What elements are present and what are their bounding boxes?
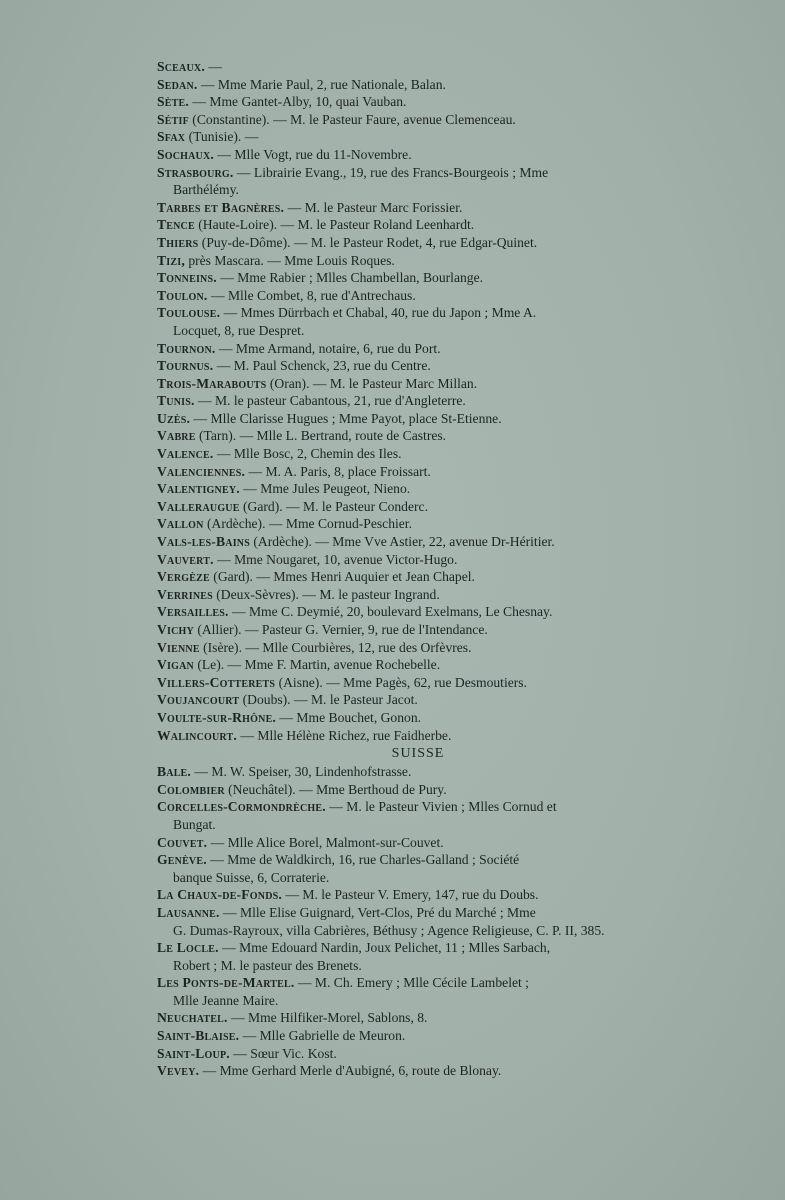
directory-entry bbox=[157, 269, 679, 287]
directory-entry bbox=[157, 886, 679, 904]
entry-place: Voujancourt bbox=[157, 692, 240, 708]
entry-place: Toulouse. bbox=[157, 305, 221, 321]
directory-entry bbox=[157, 515, 679, 533]
entry-text: — Mme Edouard Nardin, Joux Pelichet, 11 ; Mlles Sarbach, bbox=[218, 940, 551, 956]
directory-entry bbox=[157, 621, 679, 639]
entry-place: Strasbourg. bbox=[157, 164, 234, 180]
entry-text: (Gard). — Mmes Henri Auquier et Jean Chapel. bbox=[209, 569, 475, 585]
entry-place: Trois-Marabouts bbox=[157, 375, 267, 391]
entry-text: — Mme Gerhard Merle d'Aubigné, 6, route de Blonay. bbox=[199, 1063, 502, 1079]
entry-continuation: Mlle Jeanne Maire. bbox=[173, 992, 279, 1008]
directory-entry bbox=[157, 1062, 679, 1080]
entry-text: (Allier). — Pasteur G. Vernier, 9, rue de l'Intendance. bbox=[193, 622, 488, 637]
entry-text: (Le). — Mme F. Martin, avenue Rochebelle. bbox=[193, 657, 441, 673]
directory-entry bbox=[157, 128, 679, 146]
entry-text: — Mme Marie Paul, 2, rue Nationale, Balan. bbox=[197, 76, 446, 92]
directory-entry bbox=[157, 1027, 679, 1045]
directory-entry bbox=[157, 111, 679, 129]
entry-place: Toulon. bbox=[157, 287, 208, 303]
directory-entry bbox=[157, 904, 679, 939]
entry-place: Tournon. bbox=[157, 340, 216, 356]
entry-text: — Mlle Gabrielle de Meuron. bbox=[239, 1028, 406, 1044]
entry-text: — Mme Jules Peugeot, Nieno. bbox=[239, 481, 411, 497]
directory-entry bbox=[157, 974, 679, 1009]
directory-entry bbox=[157, 586, 679, 604]
entry-text: — Mlle Vogt, rue du 11-Novembre. bbox=[214, 146, 412, 162]
entry-text: (Oran). — M. le Pasteur Marc Millan. bbox=[266, 375, 478, 391]
directory-entry bbox=[157, 357, 679, 375]
entry-continuation: Locquet, 8, rue Despret. bbox=[173, 322, 305, 338]
directory-entry bbox=[157, 445, 679, 463]
entry-text: (Doubs). — M. le Pasteur Jacot. bbox=[239, 692, 418, 708]
entry-continuation: banque Suisse, 6, Corraterie. bbox=[173, 869, 330, 885]
directory-list bbox=[157, 58, 679, 1080]
directory-entry bbox=[157, 674, 679, 692]
entry-text: — M. le Pasteur Vivien ; Mlles Cornud et bbox=[325, 799, 557, 815]
directory-entry bbox=[157, 463, 679, 481]
directory-entry bbox=[157, 798, 679, 833]
entry-text: — Mme C. Deymié, 20, boulevard Exelmans, Le Chesnay. bbox=[228, 604, 553, 620]
directory-entry bbox=[157, 781, 679, 799]
entry-text: — bbox=[204, 59, 222, 74]
directory-entry bbox=[157, 427, 679, 445]
entry-place: Vienne bbox=[157, 639, 200, 655]
entry-place: Les Ponts-de-Martel. bbox=[157, 975, 295, 991]
entry-text: — Mlle Combet, 8, rue d'Antrechaus. bbox=[207, 287, 416, 303]
entry-place: La Chaux-de-Fonds. bbox=[157, 887, 282, 903]
entry-place: Vergèze bbox=[157, 569, 210, 585]
directory-entry bbox=[157, 252, 679, 270]
entry-text: près Mascara. — Mme Louis Roques. bbox=[184, 252, 395, 268]
entry-place: Tunis. bbox=[157, 393, 195, 409]
entry-continuation: Barthélémy. bbox=[173, 182, 239, 198]
entry-place: Bale. bbox=[157, 764, 192, 780]
entry-text: — M. A. Paris, 8, place Froissart. bbox=[245, 463, 431, 479]
section-title-suisse: SUISSE bbox=[391, 746, 445, 762]
directory-entry bbox=[157, 93, 679, 111]
directory-entry bbox=[157, 58, 679, 76]
entry-place: Tarbes et Bagnères. bbox=[157, 199, 285, 215]
entry-place: Sétif bbox=[157, 111, 189, 127]
entry-place: Sète. bbox=[157, 94, 189, 110]
entry-place: Vauvert. bbox=[157, 551, 214, 567]
directory-entry bbox=[157, 551, 679, 569]
entry-place: Uzès. bbox=[157, 410, 191, 426]
suisse-entries bbox=[157, 763, 679, 1080]
entry-text: (Gard). — M. le Pasteur Conderc. bbox=[239, 498, 428, 514]
entry-text: (Ardèche). — Mme Cornud-Peschier. bbox=[203, 516, 412, 532]
entry-text: — Mlle Bosc, 2, Chemin des Iles. bbox=[213, 446, 402, 462]
entry-text: — Mme Hilfiker-Morel, Sablons, 8. bbox=[227, 1010, 428, 1026]
entry-place: Neuchatel. bbox=[157, 1010, 228, 1026]
directory-entry bbox=[157, 304, 679, 339]
directory-entry bbox=[157, 709, 679, 727]
directory-entry bbox=[157, 691, 679, 709]
directory-entry bbox=[157, 939, 679, 974]
entry-text: (Aisne). — Mme Pagès, 62, rue Desmoutiers. bbox=[275, 674, 527, 690]
entry-place: Valleraugue bbox=[157, 498, 240, 514]
directory-entry bbox=[157, 568, 679, 586]
entry-place: Le Locle. bbox=[157, 940, 219, 956]
directory-entry bbox=[157, 392, 679, 410]
entry-text: (Neuchâtel). — Mme Berthoud de Pury. bbox=[224, 781, 447, 797]
entry-text: (Puy-de-Dôme). — M. le Pasteur Rodet, 4, rue Edgar-Quinet. bbox=[198, 234, 538, 250]
directory-entry bbox=[157, 234, 679, 252]
entry-text: — M. Paul Schenck, 23, rue du Centre. bbox=[213, 358, 431, 374]
entry-place: Sedan. bbox=[157, 76, 198, 92]
entry-place: Valenciennes. bbox=[157, 463, 246, 479]
entry-text: — Mmes Dürrbach et Chabal, 40, rue du Japon ; Mme A. bbox=[220, 305, 537, 321]
directory-entry bbox=[157, 287, 679, 305]
directory-entry bbox=[157, 533, 679, 551]
entry-place: Vigan bbox=[157, 657, 194, 673]
directory-entry bbox=[157, 146, 679, 164]
entry-place: Walincourt. bbox=[157, 727, 237, 743]
directory-entry bbox=[157, 834, 679, 852]
entry-text: — M. le Pasteur Marc Forissier. bbox=[284, 199, 463, 215]
directory-entry bbox=[157, 216, 679, 234]
entry-place: Villers-Cotterets bbox=[157, 674, 276, 690]
entry-text: — Mme Bouchet, Gonon. bbox=[276, 709, 422, 725]
entry-text: — Mlle Alice Borel, Malmont-sur-Couvet. bbox=[207, 834, 444, 850]
directory-entry bbox=[157, 1045, 679, 1063]
directory-entry bbox=[157, 851, 679, 886]
entry-place: Vichy bbox=[157, 622, 194, 637]
entry-place: Saint-Loup. bbox=[157, 1045, 230, 1061]
entry-place: Tonneins. bbox=[157, 270, 217, 286]
entry-place: Corcelles-Cormondrèche. bbox=[157, 799, 326, 815]
entry-place: Tizi, bbox=[157, 252, 185, 268]
entry-text: — Mme de Waldkirch, 16, rue Charles-Galland ; Société bbox=[206, 852, 520, 868]
entry-text: — Mme Gantet-Alby, 10, quai Vauban. bbox=[188, 94, 407, 110]
directory-entry bbox=[157, 199, 679, 217]
entry-place: Versailles. bbox=[157, 604, 229, 620]
entry-place: Valence. bbox=[157, 446, 214, 462]
entry-place: Vabre bbox=[157, 428, 196, 444]
entry-place: Sceaux. bbox=[157, 59, 205, 74]
entry-text: — M. W. Speiser, 30, Lindenhofstrasse. bbox=[191, 764, 412, 780]
entry-place: Sochaux. bbox=[157, 146, 215, 162]
directory-entry bbox=[157, 727, 679, 745]
directory-entry bbox=[157, 375, 679, 393]
entry-place: Genève. bbox=[157, 852, 207, 868]
directory-entry bbox=[157, 340, 679, 358]
entry-text: (Deux-Sèvres). — M. le pasteur Ingrand. bbox=[212, 586, 440, 602]
entry-text: (Ardèche). — Mme Vve Astier, 22, avenue Dr-Héritier. bbox=[250, 534, 555, 550]
entry-text: — Mme Rabier ; Mlles Chambellan, Bourlange. bbox=[216, 270, 484, 286]
entry-text: (Tarn). — Mlle L. Bertrand, route de Castres. bbox=[195, 428, 447, 444]
entry-place: Lausanne. bbox=[157, 904, 220, 920]
entry-text: (Haute-Loire). — M. le Pasteur Roland Leenhardt. bbox=[194, 217, 475, 233]
entry-place: Vallon bbox=[157, 516, 204, 532]
entry-place: Vals-les-Bains bbox=[157, 534, 250, 550]
france-entries bbox=[157, 58, 679, 744]
entry-text: — Mlle Hélène Richez, rue Faidherbe. bbox=[236, 727, 452, 743]
entry-continuation: Robert ; M. le pasteur des Brenets. bbox=[173, 957, 362, 973]
directory-entry bbox=[157, 76, 679, 94]
entry-place: Thiers bbox=[157, 234, 199, 250]
directory-entry bbox=[157, 410, 679, 428]
entry-place: Voulte-sur-Rhône. bbox=[157, 709, 277, 725]
entry-place: Tence bbox=[157, 217, 195, 233]
directory-entry bbox=[157, 639, 679, 657]
directory-entry bbox=[157, 498, 679, 516]
entry-place: Valentigney. bbox=[157, 481, 240, 497]
directory-entry bbox=[157, 603, 679, 621]
entry-place: Colombier bbox=[157, 781, 225, 797]
entry-place: Saint-Blaise. bbox=[157, 1028, 240, 1044]
entry-place: Couvet. bbox=[157, 834, 208, 850]
entry-continuation: Bungat. bbox=[173, 816, 216, 832]
entry-text: (Constantine). — M. le Pasteur Faure, avenue Clemenceau. bbox=[188, 111, 516, 127]
directory-entry bbox=[157, 480, 679, 498]
entry-text: — M. le pasteur Cabantous, 21, rue d'Angleterre. bbox=[194, 393, 466, 409]
directory-entry bbox=[157, 763, 679, 781]
entry-text: — M. le Pasteur V. Emery, 147, rue du Doubs. bbox=[281, 887, 539, 903]
entry-text: (Tunisie). — bbox=[185, 129, 259, 145]
directory-entry bbox=[157, 1009, 679, 1027]
entry-place: Vevey. bbox=[157, 1063, 200, 1079]
entry-text: — Sœur Vic. Kost. bbox=[229, 1045, 337, 1061]
entry-continuation: G. Dumas-Rayroux, villa Cabrières, Béthusy ; Agence Religieuse, C. P. II, 385. bbox=[173, 922, 605, 938]
entry-text: — Mlle Clarisse Hugues ; Mme Payot, place St-Etienne. bbox=[190, 410, 502, 426]
entry-place: Sfax bbox=[157, 129, 186, 145]
entry-text: (Isère). — Mlle Courbières, 12, rue des Orfèvres. bbox=[199, 639, 472, 655]
entry-text: — Mme Armand, notaire, 6, rue du Port. bbox=[215, 340, 441, 356]
entry-place: Tournus. bbox=[157, 358, 214, 374]
directory-entry bbox=[157, 656, 679, 674]
entry-text: — Mlle Elise Guignard, Vert-Clos, Pré du Marché ; Mme bbox=[219, 904, 536, 920]
entry-text: — Librairie Evang., 19, rue des Francs-Bourgeois ; Mme bbox=[233, 164, 549, 180]
entry-place: Verrines bbox=[157, 586, 213, 602]
directory-entry bbox=[157, 164, 679, 199]
entry-text: — Mme Nougaret, 10, avenue Victor-Hugo. bbox=[213, 551, 458, 567]
entry-text: — M. Ch. Emery ; Mlle Cécile Lambelet ; bbox=[294, 975, 529, 991]
